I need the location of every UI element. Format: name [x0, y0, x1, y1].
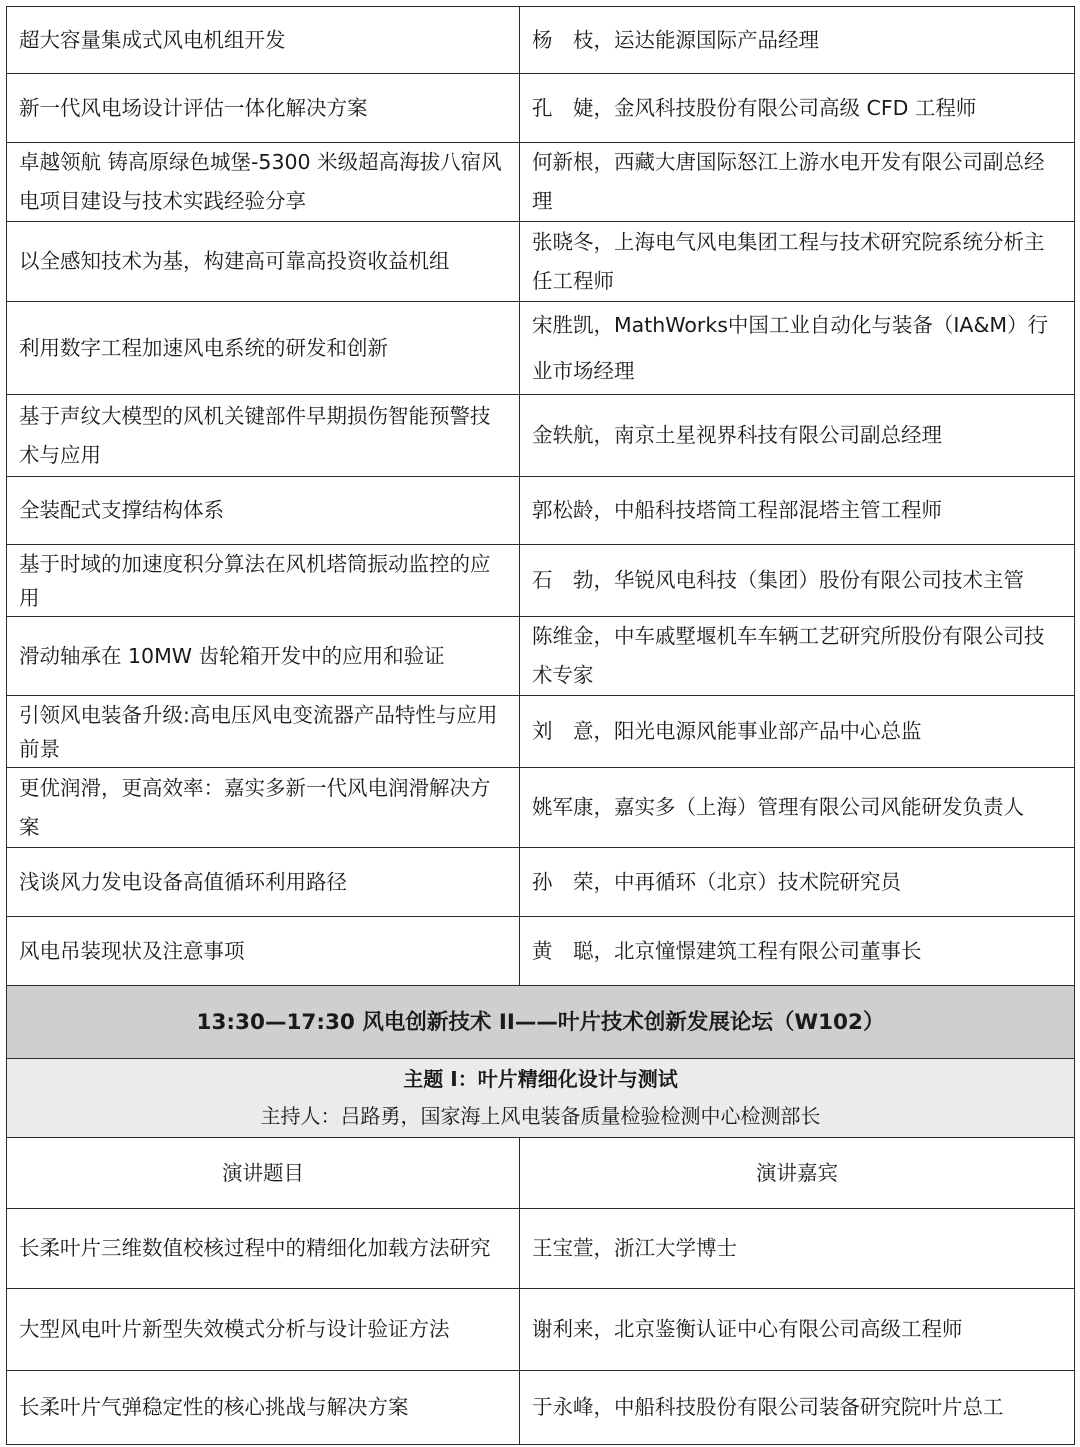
- topic-cell: 大型风电叶片新型失效模式分析与设计验证方法: [7, 1289, 520, 1371]
- table-row: [7, 222, 1075, 302]
- topic-cell: 长柔叶片气弹稳定性的核心挑战与解决方案: [7, 1371, 520, 1445]
- table-row: [7, 7, 1075, 74]
- table-row: [7, 696, 1075, 768]
- speaker-cell: 于永峰，中船科技股份有限公司装备研究院叶片总工: [520, 1371, 1075, 1445]
- column-header-row: [7, 1138, 1075, 1209]
- speaker-cell: 王宝萱，浙江大学博士: [520, 1209, 1075, 1289]
- speaker-cell: 刘 意，阳光电源风能事业部产品中心总监: [520, 696, 1075, 768]
- speaker-cell: 郭松龄，中船科技塔筒工程部混塔主管工程师: [520, 477, 1075, 545]
- table-row: [7, 1209, 1075, 1289]
- topic-cell: 全装配式支撑结构体系: [7, 477, 520, 545]
- topic-cell: 基于时域的加速度积分算法在风机塔筒振动监控的应用: [7, 545, 520, 617]
- speaker-cell: 杨 枝，运达能源国际产品经理: [520, 7, 1075, 74]
- topic-cell: 更优润滑，更高效率：嘉实多新一代风电润滑解决方案: [7, 768, 520, 848]
- theme-header-row: [7, 1059, 1075, 1138]
- theme-header: [7, 1059, 1075, 1138]
- topic-cell: 超大容量集成式风电机组开发: [7, 7, 520, 74]
- table-row: [7, 848, 1075, 917]
- table-row: [7, 545, 1075, 617]
- column-header-topic: 演讲题目: [7, 1138, 520, 1209]
- session-title: 13:30—17:30 风电创新技术 II——叶片技术创新发展论坛（W102）: [7, 986, 1075, 1059]
- topic-cell: 新一代风电场设计评估一体化解决方案: [7, 74, 520, 143]
- theme-title: 主题 I：叶片精细化设计与测试: [403, 1067, 678, 1091]
- speaker-cell: 孔 婕，金风科技股份有限公司高级 CFD 工程师: [520, 74, 1075, 143]
- column-header-speaker: 演讲嘉宾: [520, 1138, 1075, 1209]
- speaker-cell: 张晓冬，上海电气风电集团工程与技术研究院系统分析主任工程师: [520, 222, 1075, 302]
- topic-cell: 浅谈风力发电设备高值循环利用路径: [7, 848, 520, 917]
- topic-cell: 滑动轴承在 10MW 齿轮箱开发中的应用和验证: [7, 617, 520, 696]
- table-row: [7, 74, 1075, 143]
- topic-cell: 以全感知技术为基，构建高可靠高投资收益机组: [7, 222, 520, 302]
- topic-cell: 风电吊装现状及注意事项: [7, 917, 520, 986]
- topic-cell: 利用数字工程加速风电系统的研发和创新: [7, 302, 520, 395]
- table-row: [7, 617, 1075, 696]
- topic-cell: 引领风电装备升级:高电压风电变流器产品特性与应用前景: [7, 696, 520, 768]
- table-row: [7, 477, 1075, 545]
- speaker-cell: 姚军康，嘉实多（上海）管理有限公司风能研发负责人: [520, 768, 1075, 848]
- topic-cell: 长柔叶片三维数值校核过程中的精细化加载方法研究: [7, 1209, 520, 1289]
- theme-host: 主持人：吕路勇，国家海上风电装备质量检验检测中心检测部长: [260, 1104, 821, 1128]
- table-row: [7, 395, 1075, 477]
- speaker-cell: 金轶航，南京土星视界科技有限公司副总经理: [520, 395, 1075, 477]
- table-row: [7, 917, 1075, 986]
- speaker-cell: 孙 荣，中再循环（北京）技术院研究员: [520, 848, 1075, 917]
- table-row: [7, 143, 1075, 222]
- speaker-cell: 石 勃，华锐风电科技（集团）股份有限公司技术主管: [520, 545, 1075, 617]
- topic-cell: 卓越领航 铸高原绿色城堡-5300 米级超高海拔八宿风电项目建设与技术实践经验分享: [7, 143, 520, 222]
- speaker-cell: 黄 聪，北京憧憬建筑工程有限公司董事长: [520, 917, 1075, 986]
- table-row: [7, 1289, 1075, 1371]
- agenda-table-container: [6, 6, 1074, 1445]
- table-row: [7, 302, 1075, 395]
- session-header-row: [7, 986, 1075, 1059]
- topic-cell: 基于声纹大模型的风机关键部件早期损伤智能预警技术与应用: [7, 395, 520, 477]
- agenda-table: [6, 6, 1075, 1445]
- speaker-cell: 陈维金，中车戚墅堰机车车辆工艺研究所股份有限公司技术专家: [520, 617, 1075, 696]
- table-row: [7, 1371, 1075, 1445]
- speaker-cell: 何新根，西藏大唐国际怒江上游水电开发有限公司副总经理: [520, 143, 1075, 222]
- speaker-cell: 谢利来，北京鉴衡认证中心有限公司高级工程师: [520, 1289, 1075, 1371]
- table-row: [7, 768, 1075, 848]
- speaker-cell: 宋胜凯，MathWorks中国工业自动化与装备（IA&M）行业市场经理: [520, 302, 1075, 395]
